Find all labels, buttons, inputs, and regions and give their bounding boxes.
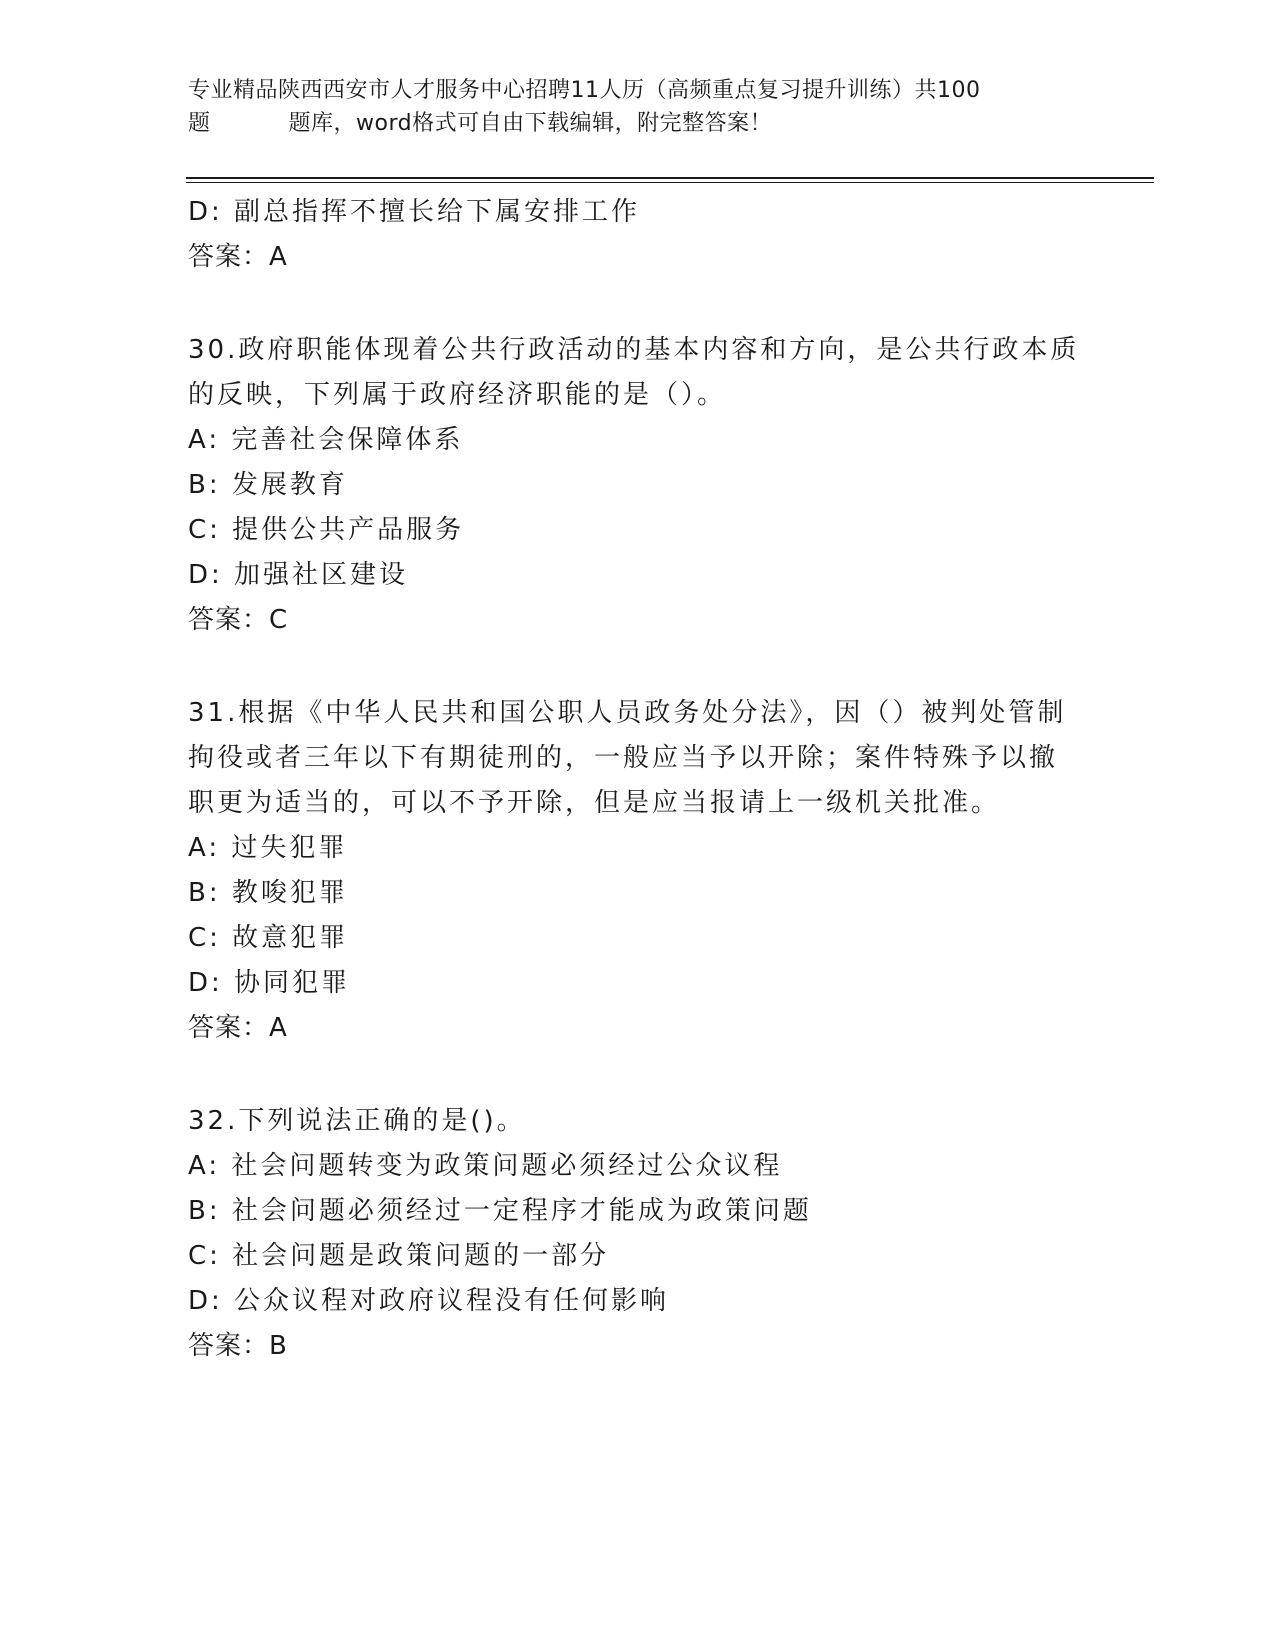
- question-item: [188, 328, 1088, 643]
- question-text-line: 31.根据《中华人民共和国公职人员政务处分法》，因（）被判处管制: [188, 698, 1067, 728]
- option-c: C: 故意犯罪: [188, 923, 349, 953]
- answer-line: 答案：A: [188, 1013, 288, 1043]
- option-d: D: 加强社区建设: [188, 560, 409, 590]
- header-title-line-2b: 题库，word格式可自由下载编辑，附完整答案！: [288, 111, 773, 136]
- header-title-line-2: [188, 107, 1068, 140]
- question-text-line: 30.政府职能体现着公共行政活动的基本内容和方向，是公共行政本质: [188, 335, 1080, 365]
- header-title-line-2a: 题: [188, 111, 211, 136]
- option-a: A: 社会问题转变为政策问题必须经过公众议程: [188, 1151, 783, 1181]
- header-rule-thin: [186, 182, 1154, 183]
- page-header: [188, 74, 1068, 140]
- question-text-line: 32.下列说法正确的是()。: [188, 1106, 526, 1136]
- option-d: D: 协同犯罪: [188, 968, 351, 998]
- answer-line: 答案：C: [188, 605, 289, 635]
- question-text-line: 的反映，下列属于政府经济职能的是（）。: [188, 380, 727, 410]
- option-a: A: 过失犯罪: [188, 833, 348, 863]
- option-b: B: 社会问题必须经过一定程序才能成为政策问题: [188, 1196, 812, 1226]
- option-a: A: 完善社会保障体系: [188, 425, 464, 455]
- question-item: [188, 691, 1088, 1051]
- prev-answer: 答案：A: [188, 242, 288, 272]
- question-text-line: 职更为适当的，可以不予开除，但是应当报请上一级机关批准。: [188, 788, 1001, 818]
- option-b: B: 教唆犯罪: [188, 878, 348, 908]
- option-c: C: 提供公共产品服务: [188, 515, 465, 545]
- question-list: [188, 190, 1088, 1369]
- header-rule-thick: [186, 177, 1154, 179]
- header-title-line-1: 专业精品陕西西安市人才服务中心招聘11人历（高频重点复习提升训练）共100: [188, 78, 981, 103]
- option-c: C: 社会问题是政策问题的一部分: [188, 1241, 610, 1271]
- option-d: D: 公众议程对政府议程没有任何影响: [188, 1286, 670, 1316]
- prev-option-d: D: 副总指挥不擅长给下属安排工作: [188, 197, 641, 227]
- answer-line: 答案：B: [188, 1331, 288, 1361]
- question-text-line: 拘役或者三年以下有期徒刑的，一般应当予以开除；案件特殊予以撤: [188, 743, 1059, 773]
- option-b: B: 发展教育: [188, 470, 348, 500]
- question-item: [188, 1099, 1088, 1369]
